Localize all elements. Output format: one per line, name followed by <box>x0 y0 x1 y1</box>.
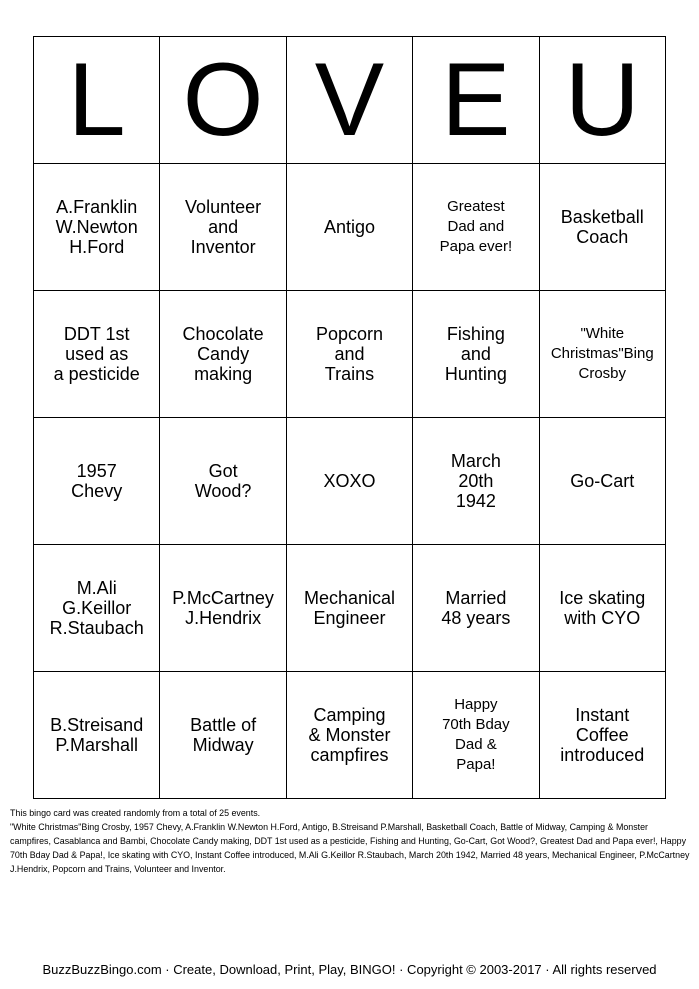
bingo-cell <box>160 545 286 672</box>
bingo-row <box>34 418 666 545</box>
bingo-cell <box>539 291 665 418</box>
cell-text: Antigo <box>323 217 375 237</box>
bingo-cell <box>413 418 539 545</box>
bingo-row <box>34 672 666 799</box>
bingo-cell <box>286 164 412 291</box>
header-cell <box>286 37 412 164</box>
card-description-intro: This bingo card was created randomly from a total of 25 events. <box>10 808 261 818</box>
bingo-cell <box>286 545 412 672</box>
header-letter: E <box>441 42 511 158</box>
cell-text: Mechanical Engineer <box>303 588 395 628</box>
bingo-cell <box>34 291 160 418</box>
bingo-cell <box>413 164 539 291</box>
header-cell <box>413 37 539 164</box>
cell-text: Got Wood? <box>194 461 252 501</box>
card-description <box>10 806 690 876</box>
bingo-cell <box>539 164 665 291</box>
header-cell <box>34 37 160 164</box>
header-row <box>34 37 666 164</box>
cell-text: Instant Coffee introduced <box>560 705 645 765</box>
header-letter: U <box>564 42 640 158</box>
bingo-card <box>33 36 666 799</box>
cell-text: Go-Cart <box>570 471 635 491</box>
cell-text: 1957 Chevy <box>71 461 123 501</box>
header-cell <box>539 37 665 164</box>
cell-text: Greatest Dad and Papa ever! <box>439 198 513 255</box>
cell-text: March 20th 1942 <box>450 451 501 511</box>
bingo-cell <box>34 672 160 799</box>
bingo-cell <box>34 164 160 291</box>
bingo-cell <box>286 291 412 418</box>
header-letter: O <box>182 42 264 158</box>
bingo-cell <box>34 545 160 672</box>
bingo-cell <box>160 418 286 545</box>
bingo-cell <box>160 672 286 799</box>
header-cell <box>160 37 286 164</box>
cell-text: P.McCartney J.Hendrix <box>172 588 274 628</box>
footer-copyright: BuzzBuzzBingo.com · Create, Download, Print, Play, BINGO! · Copyright © 2003-2017 · All rights reserved <box>42 962 657 977</box>
header-letter: L <box>67 42 126 158</box>
bingo-cell <box>539 672 665 799</box>
bingo-cell <box>413 545 539 672</box>
bingo-cell <box>286 418 412 545</box>
cell-text: Basketball Coach <box>560 207 644 247</box>
cell-text: Married 48 years <box>441 588 511 628</box>
cell-text: Camping & Monster campfires <box>308 705 391 765</box>
cell-text: Fishing and Hunting <box>444 324 507 384</box>
cell-text: Battle of Midway <box>190 715 257 755</box>
cell-text: M.Ali G.Keillor R.Staubach <box>49 578 144 638</box>
cell-text: B.Streisand P.Marshall <box>50 715 144 755</box>
bingo-cell <box>539 545 665 672</box>
bingo-cell <box>413 672 539 799</box>
bingo-row <box>34 164 666 291</box>
cell-text: "White Christmas"Bing Crosby <box>550 325 654 382</box>
card-description-events: "White Christmas"Bing Crosby, 1957 Chevy, A.Franklin W.Newton H.Ford, Antigo, B.Streisand P.Marshall, Basketball Coach, Battle of Midway, Camping & Monster campfires, Casablanca and Bambi, Chocolate Candy making, DDT 1st used as a pesticide, Fishing and Hunting, Go-Cart, Got Wood?, Greatest Dad and Papa ever!, Happy 70th Bday Dad & Papa!, Ice skating with CYO, Instant Coffee introduced, M.Ali G.Keillor R.Staubach, March 20th 1942, Married 48 years, Mechanical Engineer, P.McCartney J.Hendrix, Popcorn and Trains, Volunteer and Inventor. <box>10 822 690 874</box>
bingo-row <box>34 291 666 418</box>
cell-text: Chocolate Candy making <box>182 324 264 384</box>
bingo-row <box>34 545 666 672</box>
cell-text: Happy 70th Bday Dad & Papa! <box>442 696 510 773</box>
cell-text: Popcorn and Trains <box>315 324 383 384</box>
cell-text: Ice skating with CYO <box>559 588 646 628</box>
bingo-cell <box>34 418 160 545</box>
bingo-cell <box>286 672 412 799</box>
cell-text: A.Franklin W.Newton H.Ford <box>55 197 138 257</box>
bingo-cell <box>160 291 286 418</box>
bingo-cell <box>160 164 286 291</box>
bingo-cell <box>413 291 539 418</box>
bingo-cell <box>539 418 665 545</box>
cell-text: Volunteer and Inventor <box>185 197 262 257</box>
cell-text: XOXO <box>323 471 376 491</box>
header-letter: V <box>314 42 385 158</box>
cell-text: DDT 1st used as a pesticide <box>53 324 140 384</box>
